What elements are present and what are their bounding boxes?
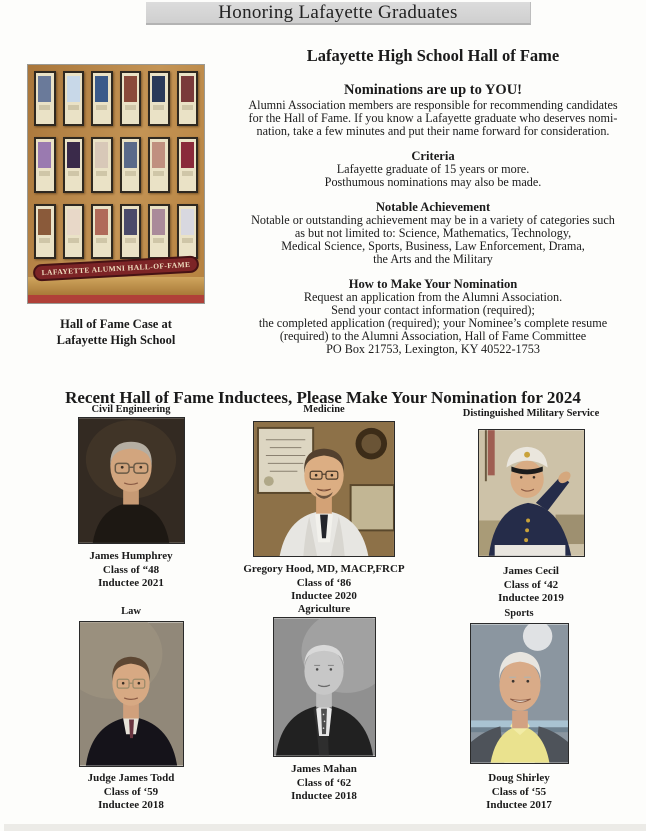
body-line: (required) to the Alumni Association, Hall of Fame Committee — [279, 329, 587, 343]
inductee-photo-james-todd — [79, 621, 184, 767]
body-line: Alumni Association members are responsible for recommending candidates — [248, 98, 618, 112]
case-portrait-frame — [34, 71, 56, 126]
case-portrait-frame — [177, 71, 199, 126]
case-portrait-frame — [120, 204, 142, 259]
case-portrait-frame — [177, 137, 199, 192]
inductee-category: Law — [121, 606, 141, 617]
inductee-name: Doug Shirley — [488, 772, 550, 784]
section-how-to-nominate — [222, 278, 644, 356]
portrait-illustration — [254, 422, 394, 556]
inductee-caption — [224, 563, 424, 604]
case-portrait-frame — [148, 71, 170, 126]
inductee-name: Judge James Todd — [87, 772, 175, 784]
case-portrait-frame — [63, 137, 85, 192]
inductee-card-james-cecil — [431, 408, 631, 606]
inductee-name: James Mahan — [291, 763, 357, 775]
inductee-caption — [224, 763, 424, 804]
case-portrait-frame — [91, 204, 113, 259]
inductee-card-gregory-hood — [224, 404, 424, 604]
body-line: PO Box 21753, Lexington, KY 40522-1753 — [326, 342, 540, 356]
case-portrait-frame — [63, 204, 85, 259]
body-line: for the Hall of Fame. If you know a Lafayette graduate who deserves nomi- — [248, 111, 618, 125]
inductee-caption — [31, 772, 231, 813]
inductee-photo-james-cecil — [478, 429, 585, 557]
case-portrait-frame — [91, 137, 113, 192]
portrait-illustration — [79, 418, 184, 543]
inductee-category: Distinguished Military Service — [462, 408, 600, 419]
inductee-class: Class of ‘86 — [296, 576, 352, 589]
inductee-caption — [431, 565, 631, 606]
inductee-card-james-mahan — [224, 604, 424, 804]
info-title: Lafayette High School Hall of Fame — [306, 46, 560, 65]
portrait-illustration — [471, 624, 568, 763]
body-line: Posthumous nominations may also be made. — [324, 175, 542, 189]
section-heading: Criteria — [411, 149, 455, 163]
case-frames — [34, 71, 198, 259]
case-photo-caption — [17, 316, 215, 348]
case-caption-line2: Lafayette High School — [56, 333, 176, 347]
inductee-year: Inductee 2019 — [498, 592, 564, 604]
inductee-photo-doug-shirley — [470, 623, 569, 764]
body-line: Notable or outstanding achievement may be in a variety of categories such — [251, 213, 615, 227]
inductee-name: James Humphrey — [89, 550, 173, 562]
section-heading: Nominations are up to YOU! — [343, 82, 523, 98]
body-line: Request an application from the Alumni Association. — [303, 290, 563, 304]
inductee-card-james-humphrey — [31, 404, 231, 591]
inductee-class: Class of ‘59 — [103, 785, 159, 798]
header-banner — [146, 2, 531, 25]
case-base — [28, 295, 204, 303]
portrait-illustration — [80, 622, 183, 766]
body-line: Lafayette graduate of 15 years or more. — [336, 162, 530, 176]
case-portrait-frame — [91, 71, 113, 126]
case-portrait-frame — [120, 71, 142, 126]
inductee-category: Medicine — [303, 404, 345, 415]
inductee-name: James Cecil — [503, 565, 559, 577]
case-portrait-frame — [148, 137, 170, 192]
body-line: the completed application (required); your Nominee’s complete resume — [258, 316, 608, 330]
inductee-class: Class of “48 — [102, 563, 160, 576]
section-nominations — [222, 82, 644, 138]
body-line: the Arts and the Military — [373, 252, 493, 266]
inductee-year: Inductee 2018 — [291, 790, 357, 802]
inductee-year: Inductee 2018 — [98, 799, 164, 811]
case-banner-text: LAFAYETTE ALUMNI HALL-OF-FAME — [41, 259, 191, 278]
body-line: as but not limited to: Science, Mathematics, Technology, — [294, 226, 572, 240]
case-portrait-frame — [120, 137, 142, 192]
inductee-category: Sports — [504, 608, 534, 619]
body-line: Send your contact information (required); — [331, 303, 535, 317]
inductee-caption — [419, 772, 619, 813]
inductee-year: Inductee 2021 — [98, 577, 164, 589]
case-portrait-frame — [63, 71, 85, 126]
section-heading: How to Make Your Nomination — [348, 277, 518, 291]
portrait-illustration — [479, 430, 584, 556]
section-heading: Notable Achievement — [375, 200, 491, 214]
inductee-category: Civil Engineering — [91, 404, 171, 415]
case-portrait-frame — [148, 204, 170, 259]
inductee-photo-gregory-hood — [253, 421, 395, 557]
inductee-class: Class of ‘42 — [503, 578, 559, 591]
inductee-card-doug-shirley — [419, 608, 619, 813]
info-column — [222, 46, 644, 368]
case-caption-line1: Hall of Fame Case at — [60, 317, 172, 331]
inductee-photo-james-mahan — [273, 617, 376, 757]
case-portrait-frame — [177, 204, 199, 259]
inductee-category: Agriculture — [297, 604, 351, 615]
section-notable-achievement — [222, 201, 644, 266]
portrait-illustration — [274, 618, 375, 756]
inductee-caption — [31, 550, 231, 591]
inductee-class: Class of ‘55 — [491, 785, 547, 798]
case-portrait-frame — [34, 204, 56, 259]
inductee-year: Inductee 2020 — [291, 590, 357, 602]
hall-of-fame-case-photo — [27, 64, 205, 304]
inductee-card-james-todd — [31, 606, 231, 813]
inductee-class: Class of ‘62 — [296, 776, 352, 789]
scan-edge — [4, 824, 646, 831]
body-line: nation, take a few minutes and put their name forward for consideration. — [256, 124, 610, 138]
case-portrait-frame — [34, 137, 56, 192]
page-title: Honoring Lafayette Graduates — [218, 1, 458, 23]
inductee-name: Gregory Hood, MD, MACP,FRCP — [243, 563, 405, 575]
section-criteria — [222, 150, 644, 189]
body-line: Medical Science, Sports, Business, Law Enforcement, Drama, — [281, 239, 585, 253]
inductee-year: Inductee 2017 — [486, 799, 552, 811]
inductees-heading: Recent Hall of Fame Inductees, Please Make Your Nomination for 2024 — [65, 388, 581, 407]
inductee-photo-james-humphrey — [78, 417, 185, 544]
